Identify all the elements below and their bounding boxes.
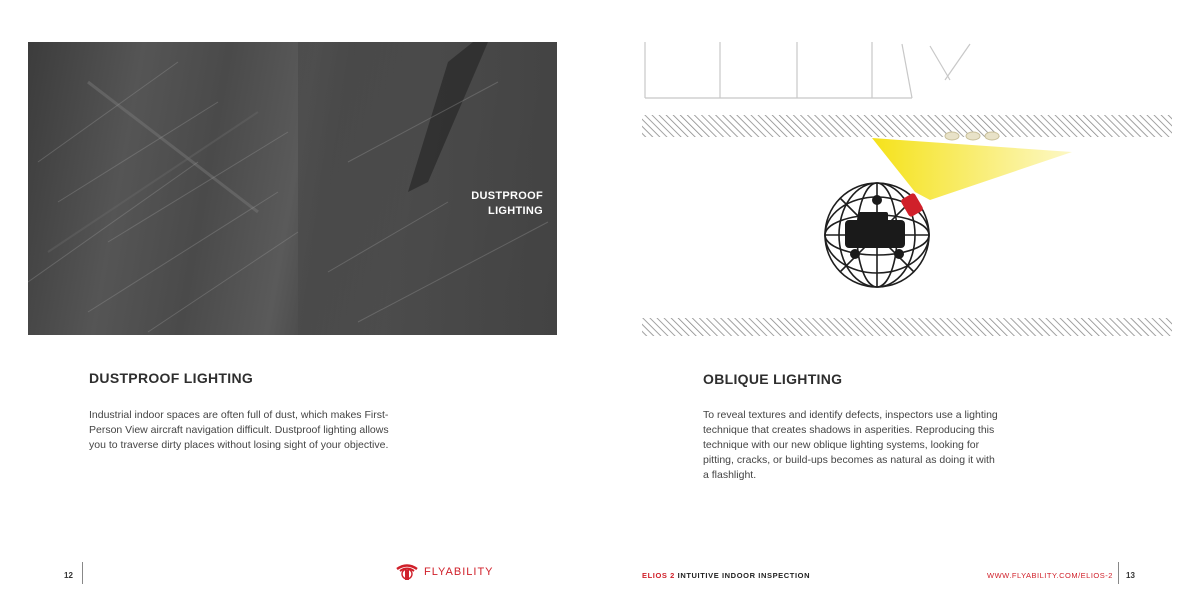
photo-caption-line2: LIGHTING	[488, 205, 543, 217]
brand-name: FLYABILITY	[424, 566, 494, 578]
body-line: Person View aircraft navigation difficult. Dustproof lighting allows	[89, 424, 389, 436]
photo-caption-line1: DUSTPROOF	[471, 190, 543, 202]
product-name: ELIOS 2	[642, 571, 675, 580]
flyability-brand	[394, 562, 494, 582]
document-title	[642, 571, 810, 580]
flyability-logo-icon	[394, 562, 420, 582]
body-line: you to traverse dirty places without losing sight of your objective.	[89, 439, 389, 451]
footer-divider-right	[1118, 562, 1119, 584]
website-link[interactable]: WWW.FLYABILITY.COM/ELIOS-2	[987, 571, 1113, 580]
page-number-right: 13	[1126, 571, 1135, 580]
body-line: a flashlight.	[703, 469, 757, 481]
body-line: To reveal textures and identify defects, inspectors use a lighting	[703, 409, 998, 421]
footer-divider-left	[82, 562, 83, 584]
oblique-body	[703, 408, 1063, 483]
body-line: technique with our new oblique lighting systems, looking for	[703, 439, 980, 451]
photo-caption	[471, 189, 543, 219]
document-subtitle: INTUITIVE INDOOR INSPECTION	[674, 571, 811, 580]
body-line: pitting, cracks, or build-ups becomes as natural as doing it with	[703, 454, 995, 466]
dustproof-heading: DUSTPROOF LIGHTING	[89, 370, 254, 386]
oblique-heading: OBLIQUE LIGHTING	[703, 371, 843, 387]
oblique-lighting-illustration	[640, 40, 1175, 340]
drone-oblique-light-diagram	[640, 40, 1175, 340]
page-number-left: 12	[64, 571, 73, 580]
dustproof-lighting-photo	[28, 42, 557, 335]
body-line: technique that creates shadows in asperities. Reproducing this	[703, 424, 995, 436]
dustproof-body	[89, 408, 449, 453]
body-line: Industrial indoor spaces are often full of dust, which makes First-	[89, 409, 389, 421]
